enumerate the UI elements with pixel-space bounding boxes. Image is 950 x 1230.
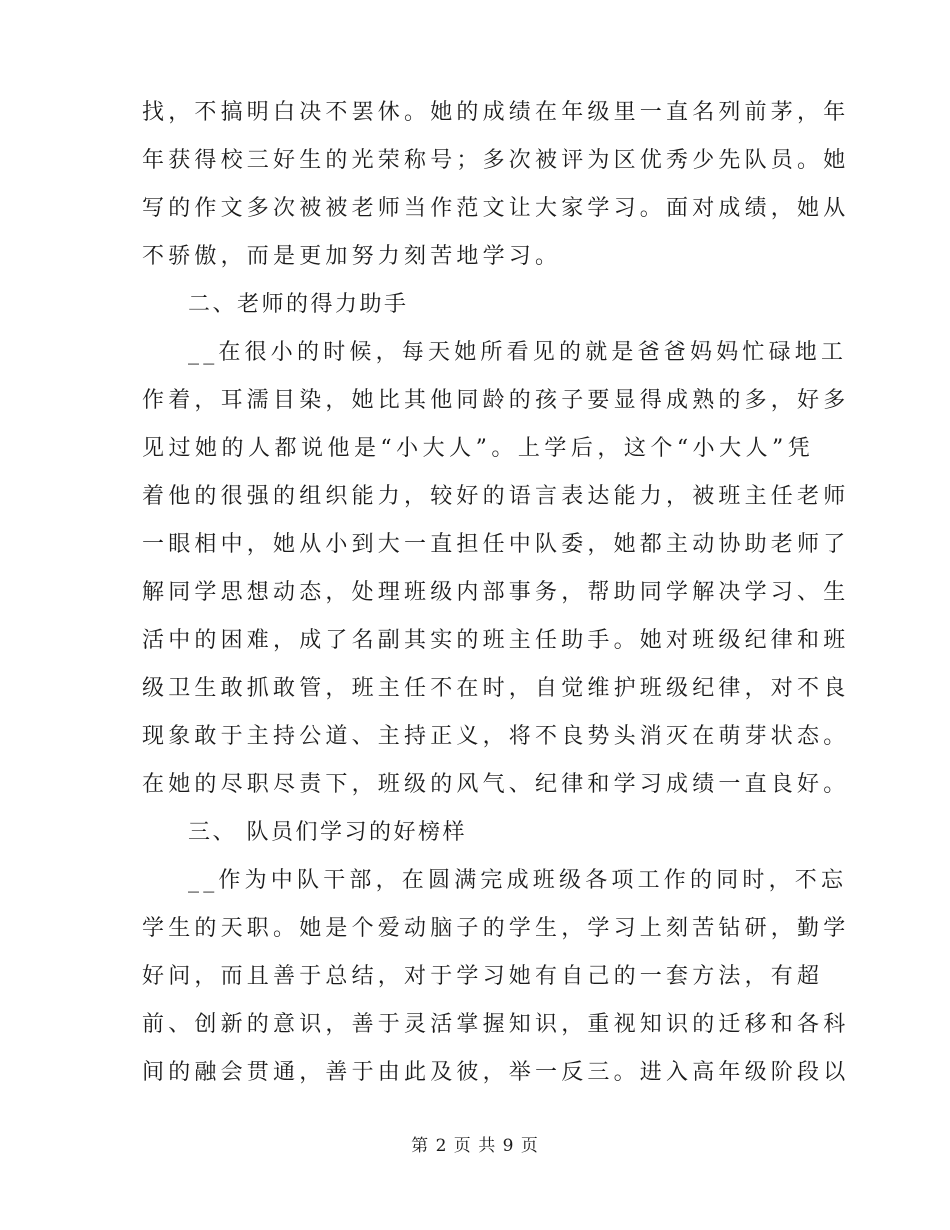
- section-heading: 三、 队员们学习的好榜样: [188, 820, 467, 845]
- paragraph-line: 活中的困难，成了名副其实的班主任助手。她对班级纪律和班: [142, 628, 850, 653]
- paragraph-line: 一眼相中，她从小到大一直担任中队委，她都主动协助老师了: [142, 532, 850, 557]
- paragraph-line: 着他的很强的组织能力，较好的语言表达能力，被班主任老师: [142, 484, 850, 509]
- paragraph-line: 现象敢于主持公道、主持正义，将不良势头消灭在萌芽状态。: [142, 724, 850, 749]
- paragraph-line: __作为中队干部，在圆满完成班级各项工作的同时，不忘: [188, 868, 848, 893]
- paragraph-line: 见过她的人都说他是“小大人”。上学后，这个“小大人”凭: [142, 436, 814, 461]
- paragraph-line: 年获得校三好生的光荣称号；多次被评为区优秀少先队员。她: [142, 148, 850, 173]
- page-number-footer: 第 2 页 共 9 页: [411, 1136, 539, 1156]
- section-heading: 二、老师的得力助手: [188, 292, 409, 317]
- paragraph-line: 解同学思想动态，处理班级内部事务，帮助同学解决学习、生: [142, 580, 850, 605]
- paragraph-line: 找，不搞明白决不罢休。她的成绩在年级里一直名列前茅，年: [142, 100, 850, 125]
- paragraph-line: 间的融会贯通，善于由此及彼，举一反三。进入高年级阶段以: [142, 1060, 850, 1085]
- paragraph-line: 在她的尽职尽责下，班级的风气、纪律和学习成绩一直良好。: [142, 772, 850, 797]
- paragraph-line: __在很小的时候，每天她所看见的就是爸爸妈妈忙碌地工: [188, 340, 848, 365]
- paragraph-line: 好问，而且善于总结，对于学习她有自己的一套方法，有超: [142, 964, 824, 989]
- paragraph-line: 不骄傲，而是更加努力刻苦地学习。: [142, 244, 562, 269]
- paragraph-line: 学生的天职。她是个爱动脑子的学生，学习上刻苦钻研，勤学: [142, 916, 850, 941]
- paragraph-line: 前、创新的意识，善于灵活掌握知识，重视知识的迁移和各科: [142, 1012, 850, 1037]
- paragraph-line: 级卫生敢抓敢管，班主任不在时，自觉维护班级纪律，对不良: [142, 676, 850, 701]
- paragraph-line: 写的作文多次被被老师当作范文让大家学习。面对成绩，她从: [142, 196, 850, 221]
- paragraph-line: 作着，耳濡目染，她比其他同龄的孩子要显得成熟的多，好多: [142, 388, 850, 413]
